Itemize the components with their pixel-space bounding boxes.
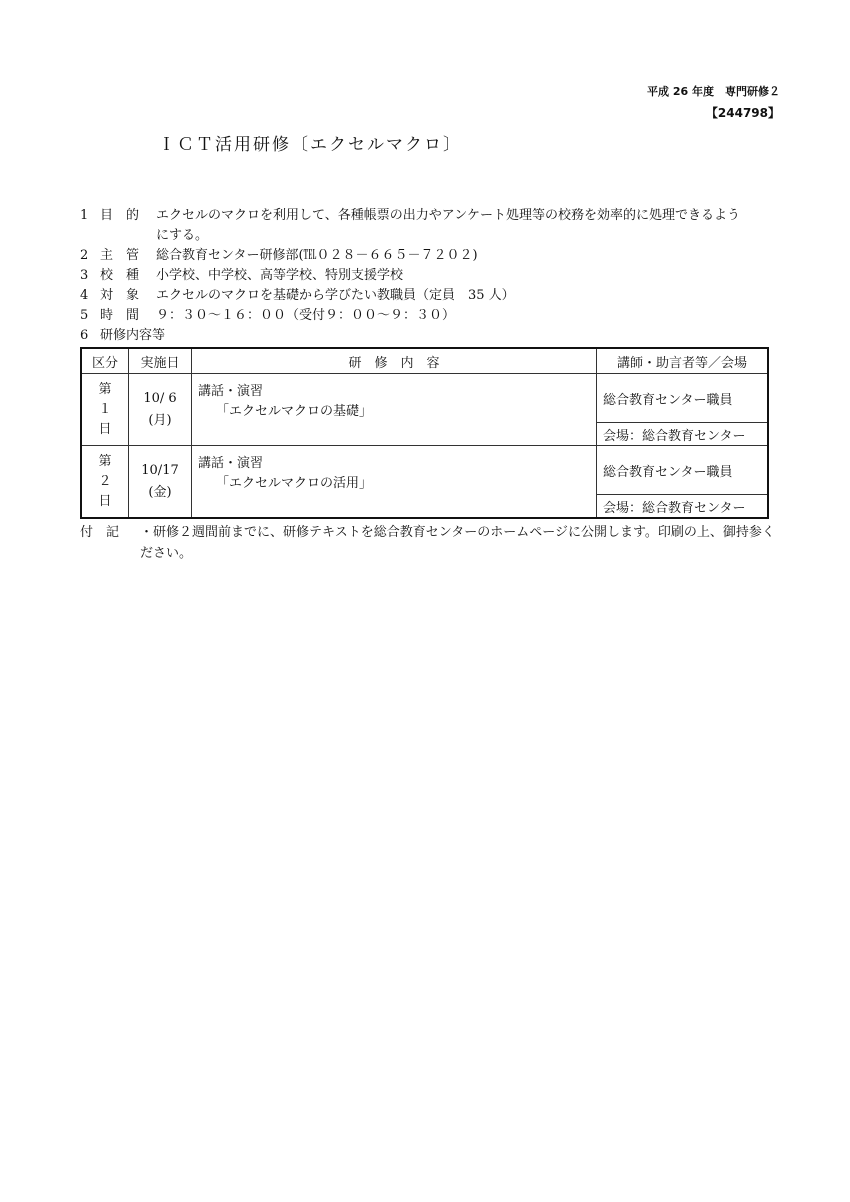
item-label: 校 種 (100, 268, 140, 283)
item-value-continued: にする。 (156, 228, 209, 243)
item-label: 時 間 (100, 308, 140, 323)
day-label: 第 １ 日 (81, 374, 129, 446)
schedule-table (80, 347, 769, 519)
detail-contents-heading (80, 326, 780, 346)
item-number: 6 (80, 328, 89, 343)
header-content: 研 修 内 容 (192, 348, 597, 374)
item-value: エクセルのマクロを基礎から学びたい教職員（定員 35 人） (156, 288, 515, 303)
item-label: 対 象 (100, 288, 140, 303)
lecturer: 総合教育センター職員 (597, 446, 769, 495)
fiscal-year-label: 平成 26 年度 専門研修２ (647, 85, 780, 98)
table-row (81, 446, 768, 495)
detail-school-type (80, 266, 780, 286)
detail-organizer (80, 246, 780, 266)
lecturer: 総合教育センター職員 (597, 374, 769, 423)
item-number: 1 (80, 208, 89, 223)
item-label: 主 管 (100, 248, 140, 263)
item-number: 2 (80, 248, 89, 263)
session-date: 10/ 6 (月) (129, 374, 192, 446)
item-value: 総合教育センター研修部(℡０２８－６６５－７２０２) (156, 248, 478, 263)
item-value: 小学校、中学校、高等学校、特別支援学校 (156, 268, 404, 283)
item-number: 3 (80, 268, 89, 283)
document-title: ＩＣＴ活用研修〔エクセルマクロ〕 (158, 135, 462, 155)
detail-target (80, 286, 780, 306)
venue: 会場：総合教育センター (597, 495, 769, 519)
course-code: 【244798】 (705, 106, 780, 120)
header-lecturer-venue: 講師・助言者等／会場 (597, 348, 769, 374)
session-date: 10/17 (金) (129, 446, 192, 519)
footnote-text: ・研修２週間前までに、研修テキストを総合教育センターのホームページに公開します。印刷の上、御持参ください。 (140, 525, 775, 561)
venue: 会場：総合教育センター (597, 423, 769, 446)
session-content: 講話・演習 「エクセルマクロの基礎」 (192, 374, 597, 446)
footnote-label: 付 記 (80, 525, 120, 540)
course-details (80, 206, 780, 346)
item-value: エクセルのマクロを利用して、各種帳票の出力やアンケート処理等の校務を効率的に処理できるよう (156, 208, 740, 223)
item-value: ９：３０～１６：００（受付９：００～９：３０） (156, 308, 456, 323)
header-category: 区分 (81, 348, 129, 374)
detail-purpose (80, 206, 780, 226)
detail-time (80, 306, 780, 326)
table-header-row (81, 348, 768, 374)
item-number: 5 (80, 308, 89, 323)
day-label: 第 ２ 日 (81, 446, 129, 519)
item-label: 目 的 (100, 208, 140, 223)
item-number: 4 (80, 288, 89, 303)
footnote (80, 522, 780, 564)
session-content: 講話・演習 「エクセルマクロの活用」 (192, 446, 597, 519)
header-date: 実施日 (129, 348, 192, 374)
table-row (81, 374, 768, 423)
item-label: 研修内容等 (100, 328, 166, 343)
